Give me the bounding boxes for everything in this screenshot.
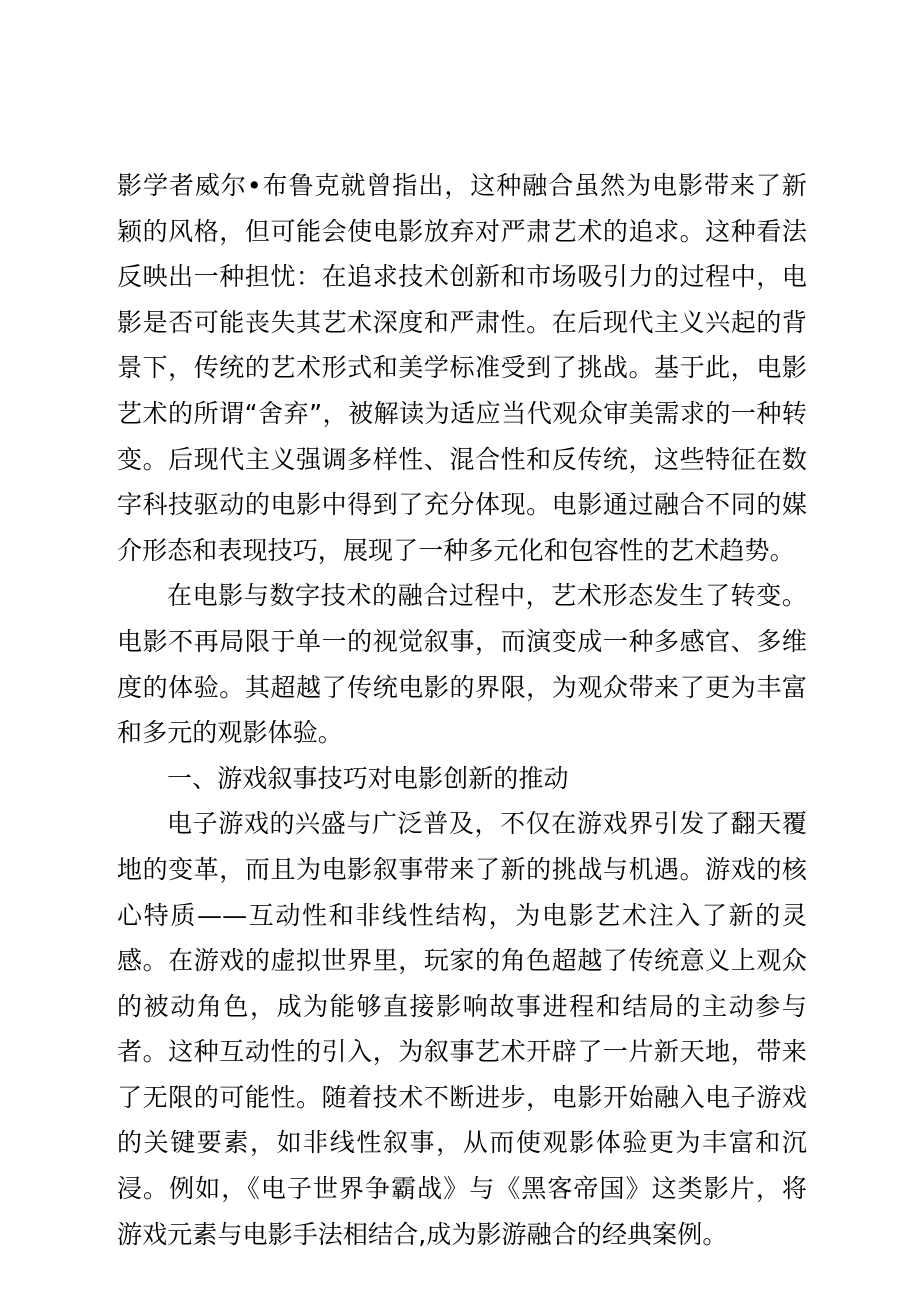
document-body [117, 163, 807, 1257]
section-heading: 一、游戏叙事技巧对电影创新的推动 [167, 763, 569, 793]
body-paragraph-digital-fusion: 在电影与数字技术的融合过程中，艺术形态发生了转变。电影不再局限于单一的视觉叙事，而演变成一种多感官、多维度的体验。其超越了传统电影的界限，为观众带来了更为丰富和多元的观影体验。 [117, 581, 807, 748]
body-paragraph-continuation: 影学者威尔•布鲁克就曾指出，这种融合虽然为电影带来了新颖的风格，但可能会使电影放弃对严肃艺术的追求。这种看法反映出一种担忧：在追求技术创新和市场吸引力的过程中，电影是否可能丧失其艺术深度和严肃性。在后现代主义兴起的背景下，传统的艺术形式和美学标准受到了挑战。基于此，电影艺术的所谓“舍弃”，被解读为适应当代观众审美需求的一种转变。后现代主义强调多样性、混合性和反传统，这些特征在数字科技驱动的电影中得到了充分体现。电影通过融合不同的媒介形态和表现技巧，展现了一种多元化和包容性的艺术趋势。 [117, 171, 807, 565]
body-paragraph-game-narrative: 电子游戏的兴盛与广泛普及，不仅在游戏界引发了翻天覆地的变革，而且为电影叙事带来了新的挑战与机遇。游戏的核心特质——互动性和非线性结构，为电影艺术注入了新的灵感。在游戏的虚拟世界里，玩家的角色超越了传统意义上观众的被动角色，成为能够直接影响故事进程和结局的主动参与者。这种互动性的引入，为叙事艺术开辟了一片新天地，带来了无限的可能性。随着技术不断进步，电影开始融入电子游戏的关键要素，如非线性叙事，从而使观影体验更为丰富和沉浸。例如，《电子世界争霸战》与《黑客帝国》这类影片，将游戏元素与电影手法相结合,成为影游融合的经典案例。 [117, 809, 807, 1249]
